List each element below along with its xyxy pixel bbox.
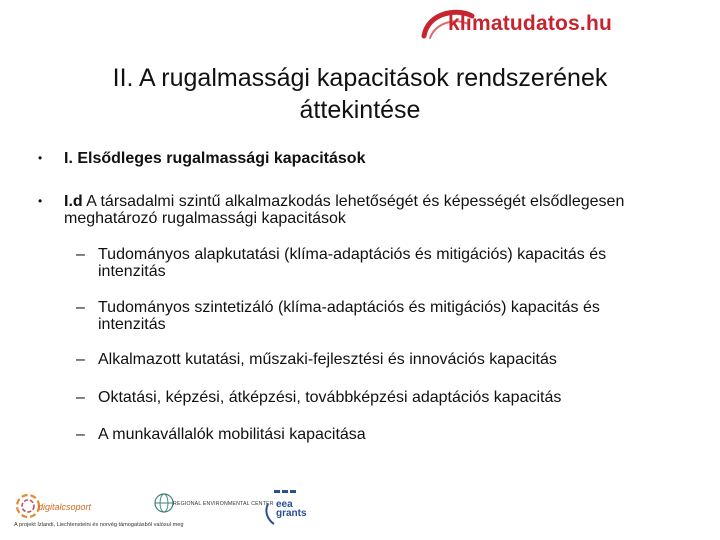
bullet-text [64, 193, 644, 227]
slide-title: II. A rugalmassági kapacitások rendszerének áttekintése [112, 64, 608, 124]
bullet-text [64, 150, 644, 167]
globe-icon [153, 492, 175, 514]
bullet-marker: • [38, 151, 43, 165]
rec-label: REGIONAL ENVIRONMENTAL CENTER [173, 501, 274, 507]
sub-bullet-text: Tudományos szintetizáló (klíma-adaptációs és mitigációs) kapacitás és intenzitás [98, 299, 600, 333]
sub-bullet-marker: – [76, 299, 85, 316]
sub-bullet-text: Oktatási, képzési, átképzési, továbbképzési adaptációs kapacitás [98, 389, 562, 406]
bullet-bold-text: I.d [64, 193, 83, 210]
sub-bullet-text: A munkavállalók mobilitási kapacitása [98, 426, 366, 443]
footer [0, 490, 720, 540]
sub-bullet-text: Tudományos alapkutatási (klíma-adaptációs és mitigációs) kapacitás és intenzitás [98, 246, 607, 280]
brand-name: klimatudatos.hu [448, 12, 613, 35]
bullet-bold-text: I. Elsődleges rugalmassági kapacitások [64, 150, 366, 167]
bullet-marker: • [38, 194, 43, 208]
bullet-plain-text: A társadalmi szintű alkalmazkodás lehetőségét és képességét elsődlegesen meghatározó rugalmassági kapacitások [64, 193, 625, 227]
eea-grants-label: eea grants [276, 499, 307, 519]
sub-bullet-marker: – [76, 426, 85, 443]
sub-bullet-marker: – [76, 389, 85, 406]
sub-bullet-marker: – [76, 351, 85, 368]
rec-logo [153, 492, 274, 522]
footer-note: A projekt Izlandi, Liechtensteini és norvég támogatásból valósul meg [14, 522, 184, 528]
eea-grants-logo [262, 488, 306, 528]
digitalcsoport-logo [14, 492, 109, 522]
sub-bullet-marker: – [76, 246, 85, 263]
digitalcsoport-label: digitalcsoport [38, 502, 92, 512]
sub-bullet-text: Alkalmazott kutatási, műszaki-fejlesztési és innovációs kapacitás [98, 351, 557, 368]
